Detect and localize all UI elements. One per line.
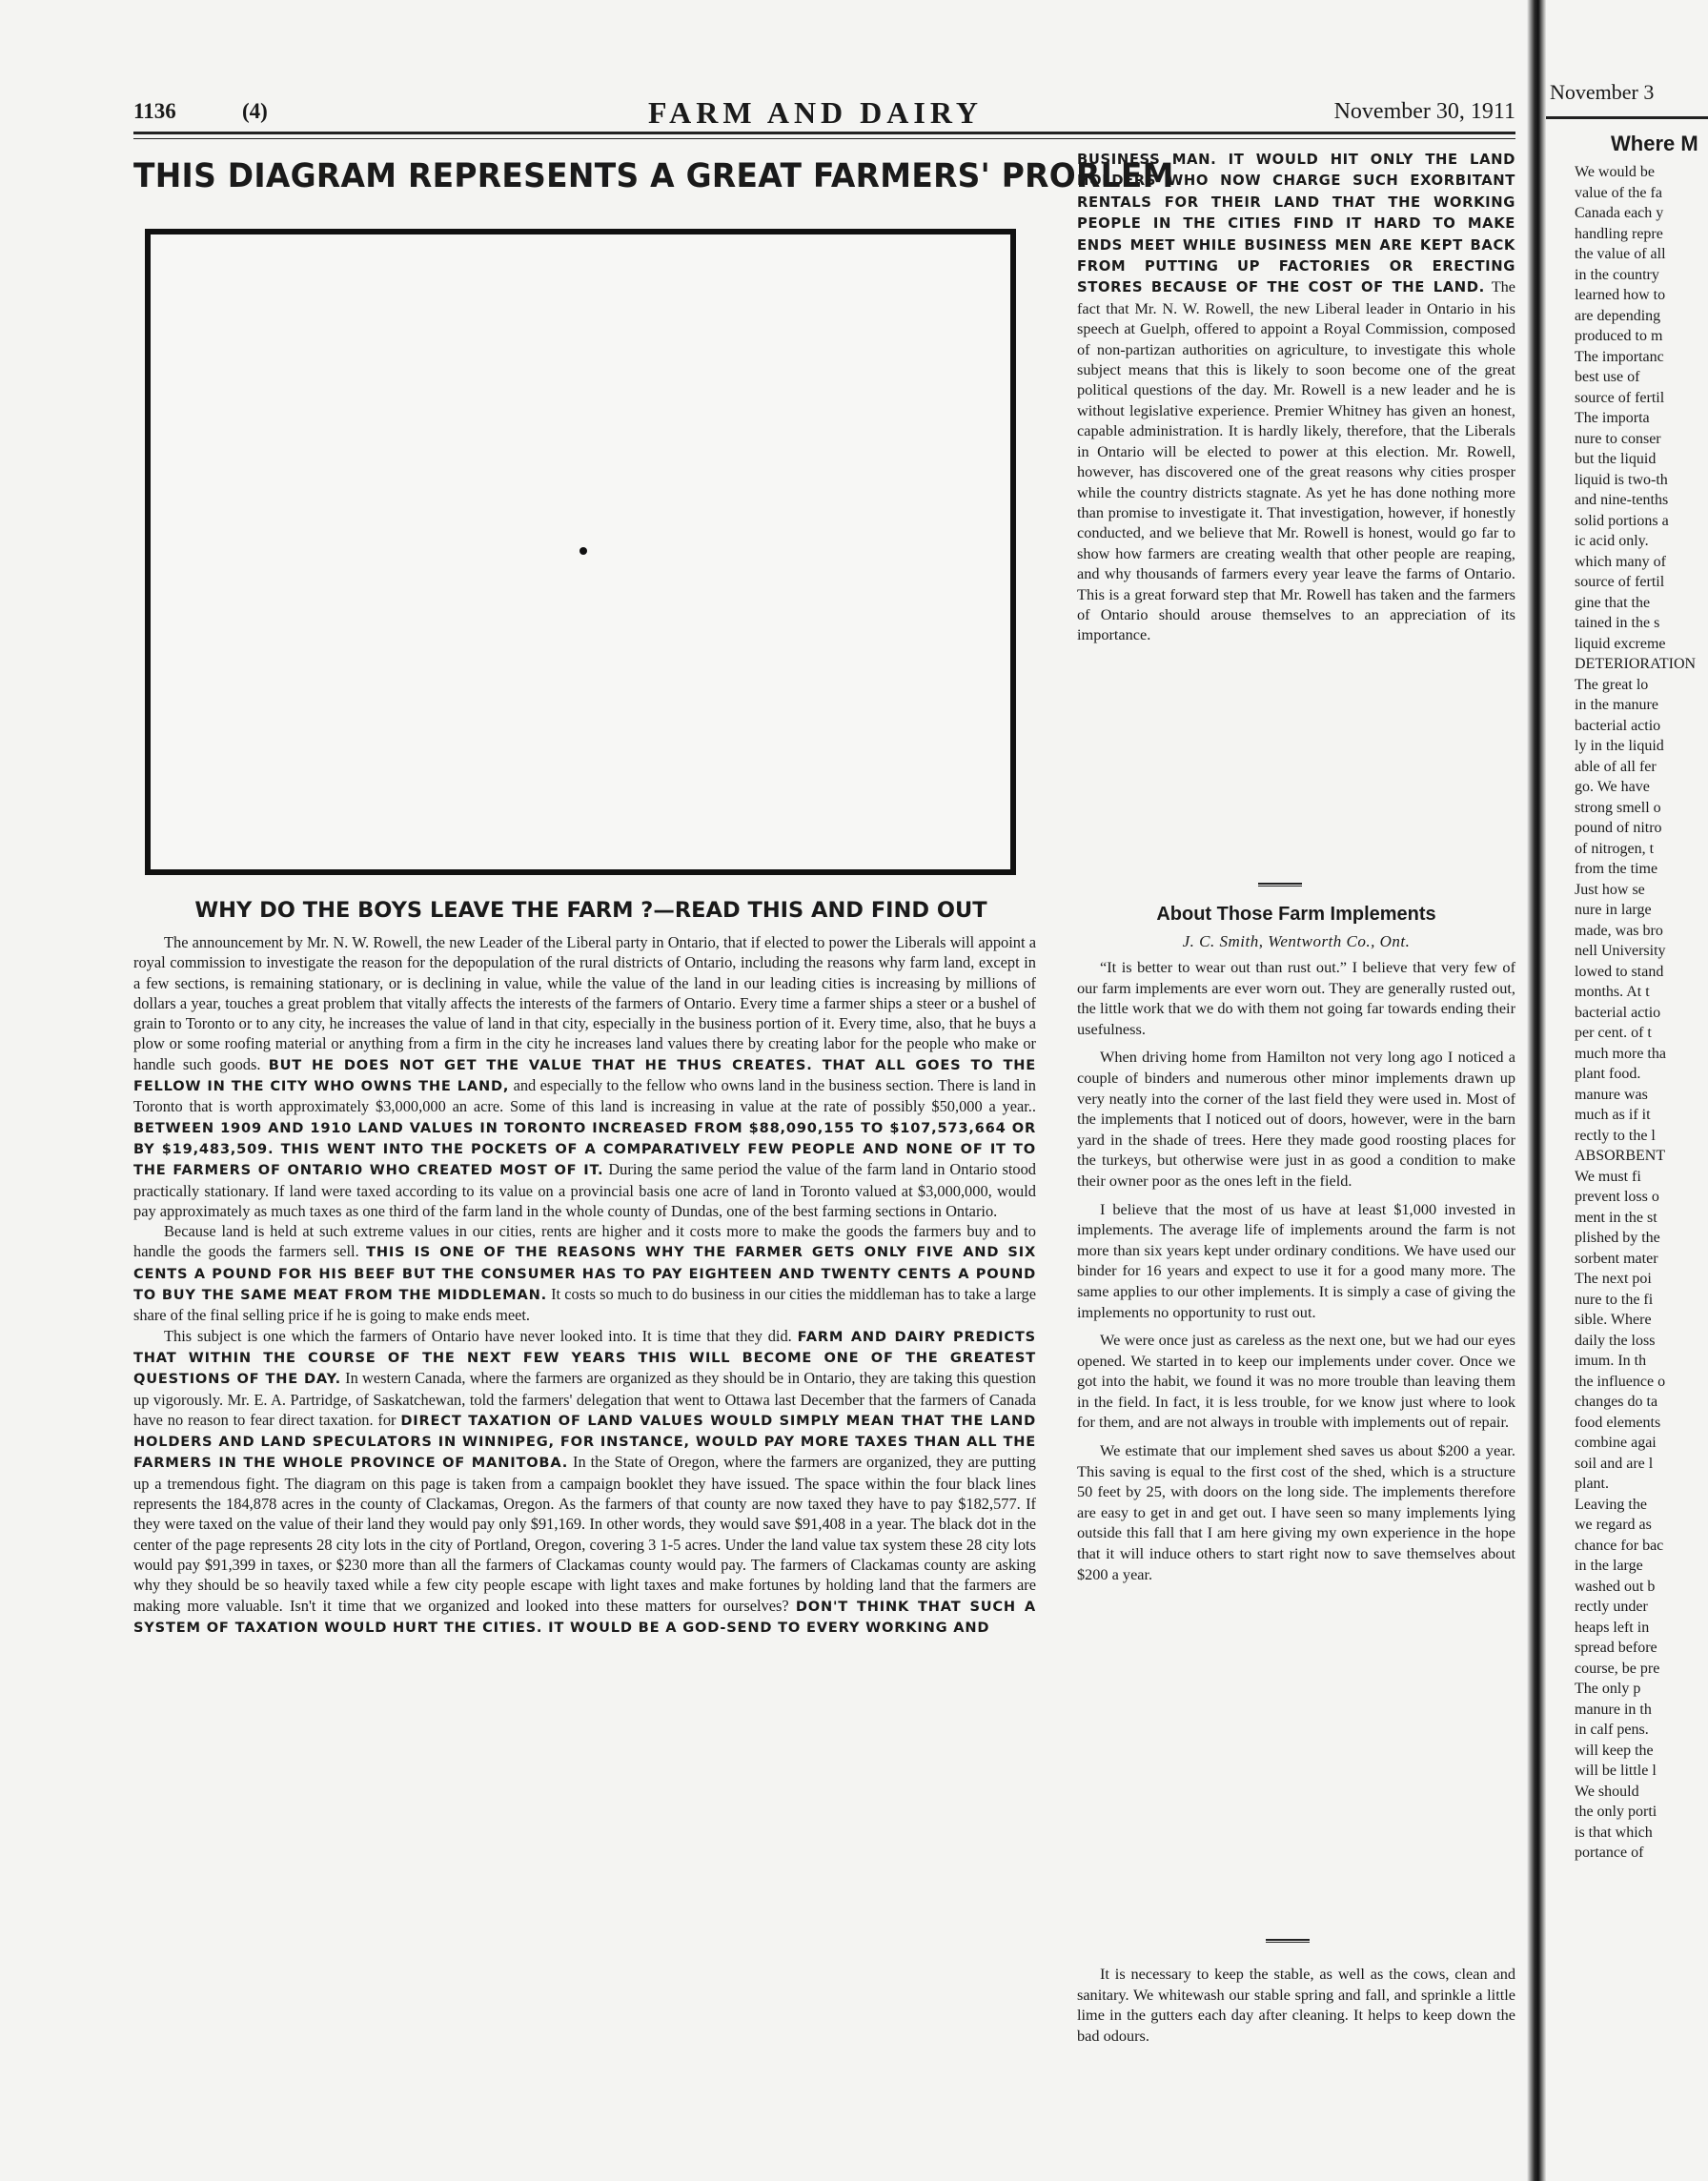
- text-line: spread before: [1575, 1640, 1657, 1656]
- emphasis-run: BETWEEN 1909 AND 1910 LAND VALUES IN TORONTO INCREASED FROM $88,090,155 TO $107,573,664 OR BY $19,483,509. THIS WENT INTO THE POCKETS OF A COMPARATIVELY FEW PEOPLE AND NONE OF IT TO THE FARMERS OF ONTARIO WHO CREATED MOST OF IT.: [133, 1119, 1036, 1179]
- text-line: the value of all: [1575, 246, 1666, 262]
- text-line: in the country: [1575, 266, 1659, 283]
- emphasis-run: BUSINESS MAN. IT WOULD HIT ONLY THE LAND HOLDERS WHO NOW CHARGE SUCH EXORBITANT RENTALS FOR THEIR LAND THAT THE WORKING PEOPLE IN THE CITIES FIND IT HARD TO MAKE ENDS MEET WHILE BUSINESS MEN ARE KEPT BACK FROM PUTTING UP FACTORIES OR ERECTING STORES BECAUSE OF THE COST OF THE LAND.: [1077, 152, 1515, 296]
- text-line: and nine-tenths: [1575, 492, 1669, 508]
- paragraph: [133, 1221, 1036, 1325]
- right-page-title: Where M: [1611, 132, 1698, 155]
- page-header: [133, 95, 1515, 132]
- text-line: pound of nitro: [1575, 820, 1662, 836]
- text-line: go. We have: [1575, 779, 1650, 795]
- paragraph: We were once just as careless as the next one, but we had our eyes opened. We started in to keep our implements under cover. Once we got into the habit, we found it was no more trouble than leaving them in the field. In fact, it is less trouble, for we know just where to look for them, and are not always in trouble with implements out of repair.: [1077, 1331, 1515, 1432]
- text-line: of nitrogen, t: [1575, 840, 1655, 857]
- land-diagram-box: [145, 229, 1016, 875]
- headline: THIS DIAGRAM REPRESENTS A GREAT FARMERS' PRORLEM: [133, 157, 1174, 195]
- text-line: source of fertil: [1575, 389, 1665, 406]
- text-line: washed out b: [1575, 1578, 1656, 1595]
- text-line: We must fi: [1575, 1168, 1641, 1185]
- paragraph: I believe that the most of us have at least $1,000 invested in implements. The average life of implements around the farm is not more than six years kept under ordinary conditions. We have used our binder for 16 years and expect to use it for a good many more. The same applies to our other implements. It is simply a case of giving the implements no opportunity to rust out.: [1077, 1199, 1515, 1321]
- text-line: from the time: [1575, 861, 1658, 877]
- text-line: solid portions a: [1575, 512, 1669, 529]
- text-line: ment in the st: [1575, 1209, 1657, 1226]
- text-line: gine that the: [1575, 594, 1651, 611]
- text-run: During the same period the value of the farm land in Ontario stood practically stationary. If land were taxed according to its value on a provincial basis one acre of land in Toronto valued at $3,000,000, would pay approximately as much taxes as one third of the farm land in the whole county of Dundas, one of the best farming sections in Ontario.: [133, 1160, 1036, 1220]
- emphasis-run: BUT HE DOES NOT GET THE VALUE THAT HE THUS CREATES. THAT ALL GOES TO THE FELLOW IN THE CITY WHO OWNS THE LAND,: [133, 1056, 1036, 1095]
- text-line: ic acid only.: [1575, 533, 1649, 549]
- implements-byline: J. C. Smith, Wentworth Co., Ont.: [1182, 932, 1411, 950]
- text-line: we regard as: [1575, 1517, 1652, 1533]
- text-line: prevent loss o: [1575, 1189, 1659, 1205]
- section-divider: [1258, 883, 1302, 887]
- text-line: bacterial actio: [1575, 717, 1661, 734]
- text-line: rectly under: [1575, 1599, 1648, 1615]
- text-run: This subject is one which the farmers of Ontario have never looked into. It is time that they did.: [164, 1326, 792, 1345]
- binding-gutter: [1527, 0, 1546, 2181]
- right-page-rule: [1546, 116, 1708, 125]
- text-line: the influence o: [1575, 1373, 1666, 1390]
- text-line: produced to m: [1575, 328, 1663, 344]
- text-line: Canada each y: [1575, 205, 1664, 221]
- issue-date: November 30, 1911: [1333, 99, 1515, 124]
- text-line: manure was: [1575, 1086, 1648, 1103]
- right-page-date: November 3: [1550, 80, 1655, 104]
- text-line: made, was bro: [1575, 922, 1663, 939]
- paragraph: When driving home from Hamilton not very long ago I noticed a couple of binders and numerous other minor implements drawn up very neatly into the corner of the last field they were used in. Most of the implements that I noticed out of doors, however, were in the barn yard in the shade of trees. Here they made good roosting places for the turkeys, but otherwise were just in as good a condition to make their owner poor as the ones left in the field.: [1077, 1048, 1515, 1190]
- section-number: (4): [242, 99, 268, 123]
- text-line: We would be: [1575, 164, 1656, 180]
- text-line: bacterial actio: [1575, 1004, 1661, 1021]
- text-line: liquid excreme: [1575, 635, 1666, 652]
- text-run: and especially to the fellow who owns land in the business section. There is land in Toronto that is worth approximately $3,000,000 an acre. Some of this land is increasing in value at the rate of possibly $50,000 a year..: [133, 1076, 1036, 1116]
- text-line: plant.: [1575, 1476, 1609, 1492]
- text-line: best use of: [1575, 369, 1640, 385]
- text-line: imum. In th: [1575, 1353, 1647, 1369]
- text-line: sorbent mater: [1575, 1250, 1658, 1267]
- text-line: ly in the liquid: [1575, 738, 1664, 754]
- text-line: source of fertil: [1575, 574, 1665, 590]
- text-line: in the manure: [1575, 697, 1658, 713]
- article-subhead: WHY DO THE BOYS LEAVE THE FARM ?—READ THIS AND FIND OUT: [194, 898, 987, 923]
- right-page-text: [1575, 162, 1708, 1864]
- text-line: in calf pens.: [1575, 1722, 1649, 1738]
- text-line: The next poi: [1575, 1271, 1652, 1287]
- text-line: soil and are l: [1575, 1455, 1654, 1472]
- paragraph: [133, 932, 1036, 1221]
- text-run: In the State of Oregon, where the farmers are organized, they are putting up a tremendous fight. The diagram on this page is taken from a campaign booklet they have issued. The space within the four black lines represents the 184,878 acres in the county of Clackamas, Oregon. As the farmers of that county are now taxed they have to pay $182,577. If they were taxed on the value of their land they would pay only $91,169. In other words, they would save $91,408 in a year. The black dot in the center of the page represents 28 city lots in the city of Portland, Oregon, covering 3 1-5 acres. Under the land value tax system these 28 city lots would pay $91,399 in taxes, or $230 more than all the farmers of Clackamas county would pay. The farmers of Clackamas county are asking why they should be so heavily taxed while a few city people escape with light taxes and make fortunes by holding land that the farmers are making more valuable. Isn't it time that we organized and looked into these matters for ourselves?: [133, 1453, 1036, 1615]
- text-line: nell University: [1575, 943, 1666, 959]
- text-line: chance for bac: [1575, 1537, 1664, 1554]
- paragraph: “It is better to wear out than rust out.” I believe that very few of our farm implements are ever worn out. They are generally rusted out, the little work that we do with them not going far towards ending their usefulness.: [1077, 958, 1515, 1038]
- right-page-partial: [1546, 0, 1708, 2181]
- text-line: able of all fer: [1575, 758, 1657, 775]
- text-line: The importa: [1575, 410, 1650, 426]
- text-line: the only porti: [1575, 1804, 1657, 1820]
- text-line: heaps left in: [1575, 1619, 1650, 1636]
- text-line: sible. Where: [1575, 1312, 1652, 1328]
- text-line: portance of: [1575, 1845, 1644, 1861]
- emphasis-run: THIS IS ONE OF THE REASONS WHY THE FARMER GETS ONLY FIVE AND SIX CENTS A POUND FOR HIS BEEF BUT THE CONSUMER HAS TO PAY EIGHTEEN AND TWENTY CENTS A POUND TO BUY THE SAME MEAT FROM THE MIDDLEMAN.: [133, 1244, 1036, 1304]
- header-rule: [133, 132, 1515, 139]
- page-number: 1136: [133, 99, 176, 123]
- text-run: The announcement by Mr. N. W. Rowell, the new Leader of the Liberal party in Ontario, that if elected to power the Liberals will appoint a royal commission to investigate the reason for the depopulation of the rural districts of Ontario, including the reasons why farm land, except in a few sections, is remaining stationary, or is declining in value, while the value of the land in our leading cities is increasing by millions of dollars a year, touches a great problem that vitally affects the interests of the farmers of Ontario. Every time a farmer ships a steer or a bushel of grain to Toronto or to any city, he increases the value of land in that city, especially in the business portion of it. Every time, also, that he buys a plow or some roofing material or anything from a firm in the city he increases land values there by creating labor for the people who make or handle such goods.: [133, 933, 1036, 1073]
- text-line: ABSORBENT: [1575, 1148, 1666, 1164]
- text-line: much as if it: [1575, 1107, 1651, 1123]
- implements-body: [1077, 957, 1515, 1592]
- city-lots-dot: [580, 547, 587, 555]
- emphasis-run: DON'T THINK THAT SUCH A SYSTEM OF TAXATION WOULD HURT THE CITIES. IT WOULD BE A GOD-SEND TO EVERY WORKING AND: [133, 1598, 1036, 1636]
- text-line: in the large: [1575, 1558, 1643, 1574]
- continued-column: [1077, 149, 1515, 645]
- text-line: liquid is two-th: [1575, 471, 1668, 488]
- text-line: are depending: [1575, 307, 1661, 324]
- text-line: combine agai: [1575, 1435, 1657, 1451]
- text-line: daily the loss: [1575, 1332, 1656, 1349]
- text-run: It costs so much to do business in our cities the middleman has to take a large share of the final selling price if he is going to make ends meet.: [133, 1285, 1036, 1325]
- text-line: DETERIORATION: [1575, 656, 1697, 672]
- text-line: strong smell o: [1575, 799, 1661, 816]
- text-line: will be little l: [1575, 1763, 1657, 1779]
- main-article-body: [133, 932, 1036, 1638]
- text-line: plant food.: [1575, 1066, 1641, 1082]
- text-run: Because land is held at such extreme values in our cities, rents are higher and it costs more to make the goods the farmers buy and to handle the goods the farmers sell.: [133, 1222, 1036, 1261]
- text-line: rectly to the l: [1575, 1127, 1656, 1144]
- text-line: per cent. of t: [1575, 1025, 1652, 1041]
- text-line: course, be pre: [1575, 1660, 1660, 1677]
- text-line: will keep the: [1575, 1742, 1654, 1759]
- text-line: tained in the s: [1575, 615, 1660, 631]
- text-line: changes do ta: [1575, 1394, 1658, 1410]
- text-line: The great lo: [1575, 676, 1649, 693]
- text-line: months. At t: [1575, 984, 1650, 1000]
- text-line: Just how se: [1575, 881, 1645, 898]
- text-line: which many of: [1575, 553, 1666, 570]
- text-line: plished by the: [1575, 1230, 1660, 1246]
- text-line: manure in th: [1575, 1701, 1652, 1718]
- section-divider: [1266, 1939, 1310, 1943]
- text-line: The only p: [1575, 1681, 1641, 1697]
- emphasis-run: DIRECT TAXATION OF LAND VALUES WOULD SIMPLY MEAN THAT THE LAND HOLDERS AND LAND SPECULATORS IN WINNIPEG, FOR INSTANCE, WOULD PAY MORE TAXES THAN ALL THE FARMERS IN THE WHOLE PROVINCE OF MANITOBA.: [133, 1412, 1036, 1472]
- text-line: food elements: [1575, 1414, 1661, 1431]
- implements-title: About Those Farm Implements: [1156, 904, 1436, 925]
- masthead: FARM AND DAIRY: [648, 95, 983, 130]
- text-line: value of the fa: [1575, 184, 1662, 201]
- text-line: lowed to stand: [1575, 963, 1664, 980]
- text-line: nure in large: [1575, 902, 1652, 918]
- emphasis-run: FARM AND DAIRY PREDICTS THAT WITHIN THE COURSE OF THE NEXT FEW YEARS THIS WILL BECOME ONE OF THE GREATEST QUESTIONS OF THE DAY.: [133, 1328, 1036, 1388]
- text-line: The importanc: [1575, 348, 1664, 365]
- text-line: Leaving the: [1575, 1496, 1647, 1513]
- paragraph: It is necessary to keep the stable, as well as the cows, clean and sanitary. We whitewash our stable spring and fall, and sprinkle a little lime in the gutters each day after cleaning. It helps to keep down the bad odours.: [1077, 1965, 1515, 2045]
- stable-note: [1077, 1964, 1515, 2046]
- paragraph: We estimate that our implement shed saves us about $200 a year. This saving is equal to the first cost of the shed, which is a structure 50 feet by 25, with doors on the long side. The implements therefore are easy to get in and get out. I have seen so many implements lying outside this fall that I am here giving my own experience in the hope that it will induce others to start right now to save themselves about $200 a year.: [1077, 1441, 1515, 1583]
- text-run: The fact that Mr. N. W. Rowell, the new Liberal leader in Ontario in his speech at Guelph, offered to appoint a Royal Commission, composed of non-partizan authorities on agriculture, to investigate this whole subject means that this is likely to soon become one of the great political questions of the day. Mr. Rowell is a new leader and he is without legislative experience. Premier Whitney has given an honest, capable administration. It is hardly likely, therefore, that the Liberals in Ontario will be elected to power at this election. Mr. Rowell, however, has discovered one of the great reasons why cities prosper while the country districts stagnate. As yet he has done nothing more than promise to investigate it. That investigation, however, if honestly conducted, and we believe that Mr. Rowell is honest, would go far to show how farmers are creating wealth that other people are reaping, and why thousands of farmers every year leave the farms of Ontario. This is a great forward step that Mr. Rowell has taken and the farmers of Ontario should arouse themselves to an appreciation of its importance.: [1077, 277, 1515, 644]
- text-line: learned how to: [1575, 287, 1666, 303]
- text-line: much more tha: [1575, 1045, 1666, 1062]
- text-line: handling repre: [1575, 225, 1663, 242]
- text-line: We should: [1575, 1783, 1639, 1800]
- text-line: is that which: [1575, 1824, 1653, 1841]
- paragraph: [133, 1326, 1036, 1638]
- text-run: In western Canada, where the farmers are organized as they should be in Ontario, they are taking this question up vigorously. Mr. E. A. Partridge, of Saskatchewan, told the farmers' delegation that went to Ottawa last December that the farmers of Canada have no reason to fear direct taxation. for: [133, 1369, 1037, 1429]
- text-line: but the liquid: [1575, 451, 1657, 467]
- text-line: nure to the fi: [1575, 1291, 1654, 1308]
- paragraph: [1077, 149, 1515, 645]
- text-line: nure to conser: [1575, 430, 1661, 447]
